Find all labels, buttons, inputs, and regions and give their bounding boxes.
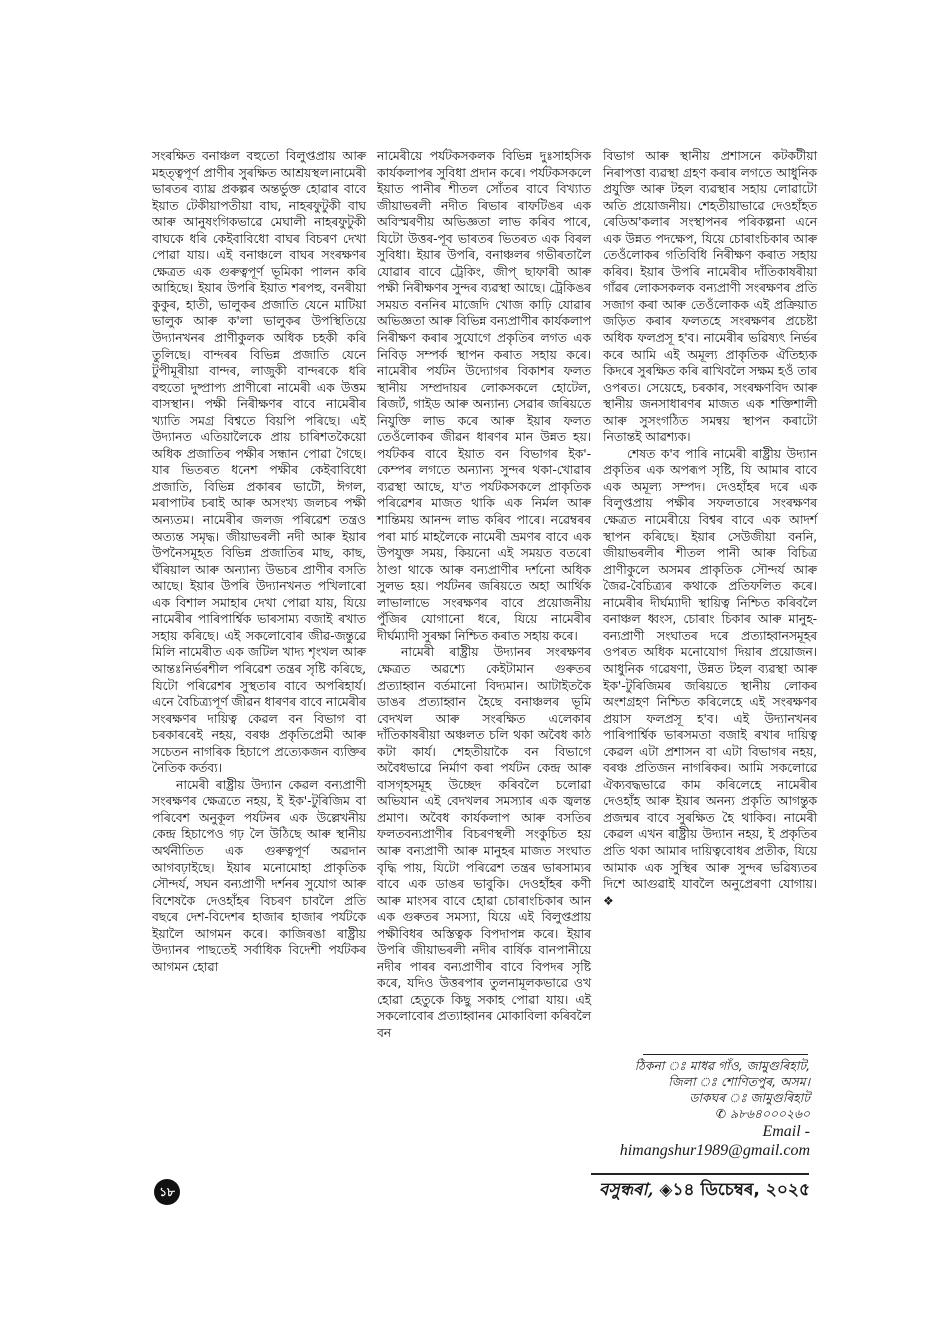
article-paragraph: নামেৰী ৰাষ্ট্ৰীয় উদ্যানৰ সংৰক্ষণৰ ক্ষেত্ৰত অৱশ্যে কেইটামান গুৰুতৰ প্ৰত্যাহ্বান বৰ্তমানো বিদ্যমান। আটাইতকৈ ডাঙৰ প্ৰত্যাহ্বান হৈছে বনাঞ্চলৰ ভূমি বেদখল আৰু সংৰক্ষিত এলেকাৰ দাঁতিকাষৰীয়া অঞ্চলত চলি থকা অবৈধ কাঠ কটা কাৰ্য। শেহতীয়াকৈ বন বিভাগে অবৈধভাৱে নিৰ্মাণ কৰা পৰ্যটন কেন্দ্ৰ আৰু বাসগৃহসমূহ উচ্ছেদ কৰিবলৈ চলোৱা অভিযান এই বেদখলৰ সমস্যাৰ এক জ্বলন্ত প্ৰমাণ। অবৈধ কাৰ্যকলাপ আৰু বসতিৰ ফলতবন্যপ্ৰাণীৰ বিচৰণস্থলী সংকুচিত হয় আৰু বন্যপ্ৰাণী আৰু মানুহৰ মাজত সংঘাত বৃদ্ধি পায়, যিটো পৰিৱেশ তন্ত্ৰৰ ভাৰসাম্যৰ বাবে এক ডাঙৰ ভাবুকি। দেওহাঁহৰ কণী আৰু মাংসৰ বাবে হোৱা চোৰাংচিকাৰ আন এক গুৰুতৰ সমস্যা, যিয়ে এই বিলুপ্তপ্ৰায় পক্ষীবিধৰ অস্তিত্বক বিপদাপন্ন কৰে। ইয়াৰ উপৰি জীয়াভৰলী নদীৰ বাৰ্ষিক বানপানীয়ে নদীৰ পাৰৰ বন্যপ্ৰাণীৰ বাবে বিপদৰ সৃষ্টি কৰে, যদিও উত্তৰপাৰ তুলনামূলকভাৱে ওখ হোৱা হেতুকে কিছু সকাহ পোৱা যায়। এই সকলোবোৰ প্ৰত্যাহ্বানৰ মোকাবিলা কৰিবলৈ বন <box>377 644 591 1040</box>
phone-number: ৯৮৬৪০০০২৬০ <box>730 1107 810 1121</box>
post-office: ডাকঘৰ ঃ জামুগুৰিহাট <box>689 1091 810 1105</box>
end-of-article-icon: ❖ <box>603 893 614 908</box>
article-paragraph: নামেৰীয়ে পৰ্যটকসকলক বিভিন্ন দুঃসাহসিক কাৰ্যকলাপৰ সুবিধা প্ৰদান কৰে। পৰ্যটকসকলে ইয়াত পানীৰ শীতল সোঁতৰ বাবে বিখ্যাত জীয়াভৰলী নদীত ৰিভাৰ ৰাফটিঙৰ এক অবিস্মৰণীয় অভিজ্ঞতা লাভ কৰিব পাৰে, যিটো উত্তৰ-পূব ভাৰতৰ ভিতৰত এক বিৰল সুবিধা। ইয়াৰ উপৰি, বনাঞ্চলৰ গভীৰতালৈ যোৱাৰ বাবে ট্ৰেকিং, জীপ্ ছাফাৰী আৰু পক্ষী নিৰীক্ষণৰ সুন্দৰ ব্যৱস্থা আছে। ট্ৰেকিঙৰ সময়ত বননিৰ মাজেদি খোজ কাঢ়ি যোৱাৰ অভিজ্ঞতা আৰু বিভিন্ন বন্যপ্ৰাণীৰ কাৰ্যকলাপ নিৰীক্ষণ কৰাৰ সুযোগে প্ৰকৃতিৰ লগত এক নিবিড় সম্পৰ্ক স্থাপন কৰাত সহায় কৰে। নামেৰীৰ পৰ্যটন উদ্যোগৰ বিকাশৰ ফলত স্থানীয় সম্প্ৰদায়ৰ লোকসকলে হোটেল, ৰিজৰ্ট, গাইড আৰু অন্যান্য সেৱাৰ জৰিয়তে নিযুক্তি লাভ কৰে আৰু ইয়াৰ ফলত তেওঁলোকৰ জীৱন ধাৰণৰ মান উন্নত হয়। পৰ্যটকৰ বাবে ইয়াত বন বিভাগৰ ইক'-কেম্পৰ লগতে অন্যান্য সুন্দৰ থকা-খোৱাৰ ব্যৱস্থা আছে, য'ত পৰ্যটকসকলে প্ৰাকৃতিক পৰিৱেশৰ মাজত থাকি এক নিৰ্মল আৰু শান্তিময় আনন্দ লাভ কৰিব পাৰে। নৱেম্বৰৰ পৰা মাৰ্চ মাহলৈকে নামেৰী ভ্ৰমণৰ বাবে এক উপযুক্ত সময়, কিয়নো এই সময়ত বতৰো ঠাণ্ডা থাকে আৰু বন্যপ্ৰাণীৰ দৰ্শনো অধিক সুলভ হয়। পৰ্যটনৰ জৰিয়তে অহা আৰ্থিক লাভালাভে সংৰক্ষণৰ বাবে প্ৰয়োজনীয় পুঁজিৰ যোগানো ধৰে, যিয়ে নামেৰীৰ দীৰ্ঘম্যাদী সুৰক্ষা নিশ্চিত কৰাত সহায় কৰে। <box>377 148 591 643</box>
email-address[interactable]: himangshur1989@gmail.com <box>619 1142 810 1159</box>
address-line-2: জিলা ঃ শোণিতপুৰ, অসম। <box>668 1075 810 1089</box>
email-label: Email - <box>762 1123 810 1140</box>
article-paragraph: সংৰক্ষিত বনাঞ্চল বহুতো বিলুপ্তপ্ৰায় আৰু মহত্ত্বপূৰ্ণ প্ৰাণীৰ সুৰক্ষিত আশ্ৰয়স্থল।নামেৰী ভাৰতৰ ব্যাঘ্ৰ প্ৰকল্পৰ অন্তৰ্ভুক্ত হোৱাৰ বাবে ইয়াত টেকীয়াপতীয়া বাঘ, নাহৰফুটুকী বাঘ আৰু আনুষংগিকভাৱে মেঘালী নাহৰফুটুকী বাঘকে ধৰি কেইবাবিধো বাঘৰ বিচৰণ দেখা পোৱা যায়। এই বনাঞ্চলে বাঘৰ সংৰক্ষণৰ ক্ষেত্ৰত এক গুৰুত্বপূৰ্ণ ভূমিকা পালন কৰি আহিছে। ইয়াৰ উপৰি ইয়াত শৰপহু, বনৰীয়া কুকুৰ, হাতী, ভালুকৰ প্ৰজাতি যেনে মাটিয়া ভালুক আৰু ক'লা ভালুকৰ উপস্থিতিয়ে উদ্যানখনৰ প্ৰাণীকুলক অধিক চহকী কৰি তুলিছে। বান্দৰৰ বিভিন্ন প্ৰজাতি যেনে টুপীমূৰীয়া বান্দৰ, লাজুকী বান্দৰকে ধৰি বহুতো দুষ্প্ৰাপ্য প্ৰাণীৰো নামেৰী এক উত্তম বাসস্থান। পক্ষী নিৰীক্ষণৰ বাবে নামেৰীৰ খ্যাতি সমগ্ৰ বিশ্বতে বিয়পি পৰিছে। এই উদ্যানত এতিয়ালৈকে প্ৰায় চাৰিশতকৈয়ো অধিক প্ৰজাতিৰ পক্ষীৰ সন্ধান পোৱা গৈছে। যাৰ ভিতৰত ধনেশ পক্ষীৰ কেইবাবিধো প্ৰজাতি, বিভিন্ন প্ৰকাৰৰ ভাটৌ, ঈগল, মৰাপাটৰ চৰাই আৰু অসংখ্য জলচৰ পক্ষী অন্যতম। নামেৰীৰ জলজ পৰিৱেশ তন্ত্ৰও অত্যন্ত সমৃদ্ধ। জীয়াভৰলী নদী আৰু ইয়াৰ উপনৈসমূহত বিভিন্ন প্ৰজাতিৰ মাছ, কাছ, ঘঁৰিয়াল আৰু অন্যান্য উভচৰ প্ৰাণীৰ বসতি আছে। ইয়াৰ উপৰি উদ্যানখনত পখিলাৰো এক বিশাল সমাহাৰ দেখা পোৱা যায়, যিয়ে নামেৰীৰ পাৰিপাৰ্শ্বিক ভাৰসাম্য বজাই ৰখাত সহায় কৰিছে। এই সকলোবোৰ জীৱ-জন্তুৱে মিলি নামেৰীত এক জটিল খাদ্য শৃংখল আৰু আন্তঃনিৰ্ভৰশীল পৰিৱেশ তন্ত্ৰৰ সৃষ্টি কৰিছে, যিটো পৰিৱেশৰ সুস্থতাৰ বাবে অপৰিহাৰ্য। এনে বৈচিত্ৰ্যপূৰ্ণ জীৱন ধাৰণৰ বাবে নামেৰীৰ সংৰক্ষণৰ দায়িত্ব কেৱল বন বিভাগ বা চৰকাৰৰেই নহয়, বৰঞ্চ প্ৰকৃতিপ্ৰেমী আৰু সচেতন নাগৰিক হিচাপে প্ৰত্যেকজন ব্যক্তিৰ নৈতিক কৰ্তব্য। <box>152 148 366 776</box>
signature-divider <box>643 1054 808 1055</box>
article-column-2 <box>377 148 591 1042</box>
phone-line <box>600 1106 810 1122</box>
author-info <box>600 1058 810 1160</box>
article-column-3 <box>603 148 817 909</box>
magazine-name: বসুন্ধৰা, <box>598 1180 654 1200</box>
issue-date: ১৪ ডিচেম্বৰ, ২০২৫ <box>672 1180 810 1200</box>
footer-divider <box>591 1173 809 1175</box>
page-footer <box>560 1178 810 1202</box>
phone-icon: ✆ <box>715 1107 727 1121</box>
article-paragraph: নামেৰী ৰাষ্ট্ৰীয় উদ্যান কেৱল বন্যপ্ৰাণী সংৰক্ষণৰ ক্ষেত্ৰতে নহয়, ই ইক'-টুৰিজিম বা পৰিবেশ অনুকূল পৰ্যটনৰ এক উল্লেখনীয় কেন্দ্ৰ হিচাপেও গঢ় লৈ উঠিছে আৰু স্থানীয় অৰ্থনীতিত এক গুৰুত্বপূৰ্ণ অৱদান আগবঢ়াইছে। ইয়াৰ মনোমোহা প্ৰাকৃতিক সৌন্দৰ্য, সঘন বন্যপ্ৰাণী দৰ্শনৰ সুযোগ আৰু বিশেষকৈ দেওহাঁহৰ বিচৰণ চাবলৈ প্ৰতি বছৰে দেশ-বিদেশৰ হাজাৰ হাজাৰ পৰ্যটকে ইয়ালৈ আগমন কৰে। কাজিৰঙা ৰাষ্ট্ৰীয় উদ্যানৰ পাছতেই সৰ্বাধিক বিদেশী পৰ্যটকৰ আগমন হোৱা <box>152 776 366 974</box>
article-column-1 <box>152 148 366 975</box>
page-number-badge: ১৮ <box>154 1179 180 1205</box>
address-line-1: ঠিকনা ঃ মাধৱ গাঁও, জামুগুৰিহাট, <box>634 1059 810 1073</box>
article-paragraph: বিভাগ আৰু স্থানীয় প্ৰশাসনে কটকটীয়া নিৰাপত্তা ব্যৱস্থা গ্ৰহণ কৰাৰ লগতে আধুনিক প্ৰযুক্তি আৰু টহল ব্যৱস্থাৰ সহায় লোৱাটো অতি প্ৰয়োজনীয়। শেহতীয়াভাৱে দেওহাঁহত ৰেডিঅ'কলাৰ সংস্থাপনৰ পৰিকল্পনা এনে এক উন্নত পদক্ষেপ, যিয়ে চোৰাংচিকাৰ আৰু তেওঁলোকৰ গতিবিধি নিৰীক্ষণ কৰাত সহায় কৰিব। ইয়াৰ উপৰি নামেৰীৰ দাঁতিকাষৰীয়া গাঁৱৰ লোকসকলক বন্যপ্ৰাণী সংৰক্ষণৰ প্ৰতি সজাগ কৰা আৰু তেওঁলোকক এই প্ৰক্ৰিয়াত জড়িত কৰাৰ ফলতহে সংৰক্ষণৰ প্ৰচেষ্টা অধিক ফলপ্ৰসূ হ'ব। নামেৰীৰ ভৱিষ্যৎ নিৰ্ভৰ কৰে আমি এই অমূল্য প্ৰাকৃতিক ঐতিহ্যক কিদৰে সুৰক্ষিত কৰি ৰাখিবলৈ সক্ষম হওঁ তাৰ ওপৰত। সেয়েহে, চৰকাৰ, সংৰক্ষণবিদ আৰু স্থানীয় জনসাধাৰণৰ মাজত এক শক্তিশালী আৰু সুসংগঠিত সমন্বয় স্থাপন কৰাটো নিতান্তই আৱশ্যক। <box>603 148 817 445</box>
diamond-icon: ◈ <box>659 1180 673 1200</box>
article-paragraph <box>603 446 817 909</box>
article-paragraph-text: শেষত ক'ব পাৰি নামেৰী ৰাষ্ট্ৰীয় উদ্যান প্ৰকৃতিৰ এক অপৰূপ সৃষ্টি, যি আমাৰ বাবে এক অমূল্য সম্পদ। দেওহাঁহৰ দৰে এক বিলুপ্তপ্ৰায় পক্ষীৰ সফলতাৰে সংৰক্ষণৰ ক্ষেত্ৰত নামেৰীয়ে বিশ্বৰ বাবে এক আদৰ্শ স্থাপন কৰিছে। ইয়াৰ সেউজীয়া বননি, জীয়াভৰলীৰ শীতল পানী আৰু বিচিত্ৰ প্ৰাণীকুলে অসমৰ প্ৰাকৃতিক সৌন্দৰ্য আৰু জৈৱ-বৈচিত্ৰ্যৰ কথাকে প্ৰতিফলিত কৰে। নামেৰীৰ দীৰ্ঘম্যাদী স্থায়িত্ব নিশ্চিত কৰিবলৈ বনাঞ্চল ধ্বংস, চোৰাং চিকাৰ আৰু মানুহ-বন্যপ্ৰাণী সংঘাতৰ দৰে প্ৰত্যাহ্বানসমূহৰ ওপৰত অধিক মনোযোগ দিয়াৰ প্ৰয়োজন। আধুনিক গৱেষণা, উন্নত টহল ব্যৱস্থা আৰু ইক'-টুৰিজিমৰ জৰিয়তে স্থানীয় লোকৰ অংশগ্ৰহণ নিশ্চিত কৰিলেহে এই সংৰক্ষণৰ প্ৰয়াস ফলপ্ৰসূ হ'ব। এই উদ্যানখনৰ পাৰিপাৰ্শ্বিক ভাৰসমতা বজাই ৰখাৰ দায়িত্ব কেৱল এটা প্ৰশাসন বা এটা বিভাগৰ নহয়, বৰঞ্চ প্ৰতিজন নাগৰিকৰ। আমি সকলোৱে ঐক্যবদ্ধভাৱে কাম কৰিলেহে নামেৰীৰ দেওহাঁহ আৰু ইয়াৰ অনন্য প্ৰকৃতি আগন্তুক প্ৰজন্মৰ বাবে সুৰক্ষিত হৈ থাকিব। নামেৰী কেৱল এখন ৰাষ্ট্ৰীয় উদ্যান নহয়, ই প্ৰকৃতিৰ প্ৰতি থকা আমাৰ দায়িত্ববোধৰ প্ৰতীক, যিয়ে আমাক এক সুস্থিৰ আৰু সুন্দৰ ভৱিষ্যতৰ দিশে আগুৱাই যাবলৈ অনুপ্ৰেৰণা যোগায়। <box>603 445 817 892</box>
